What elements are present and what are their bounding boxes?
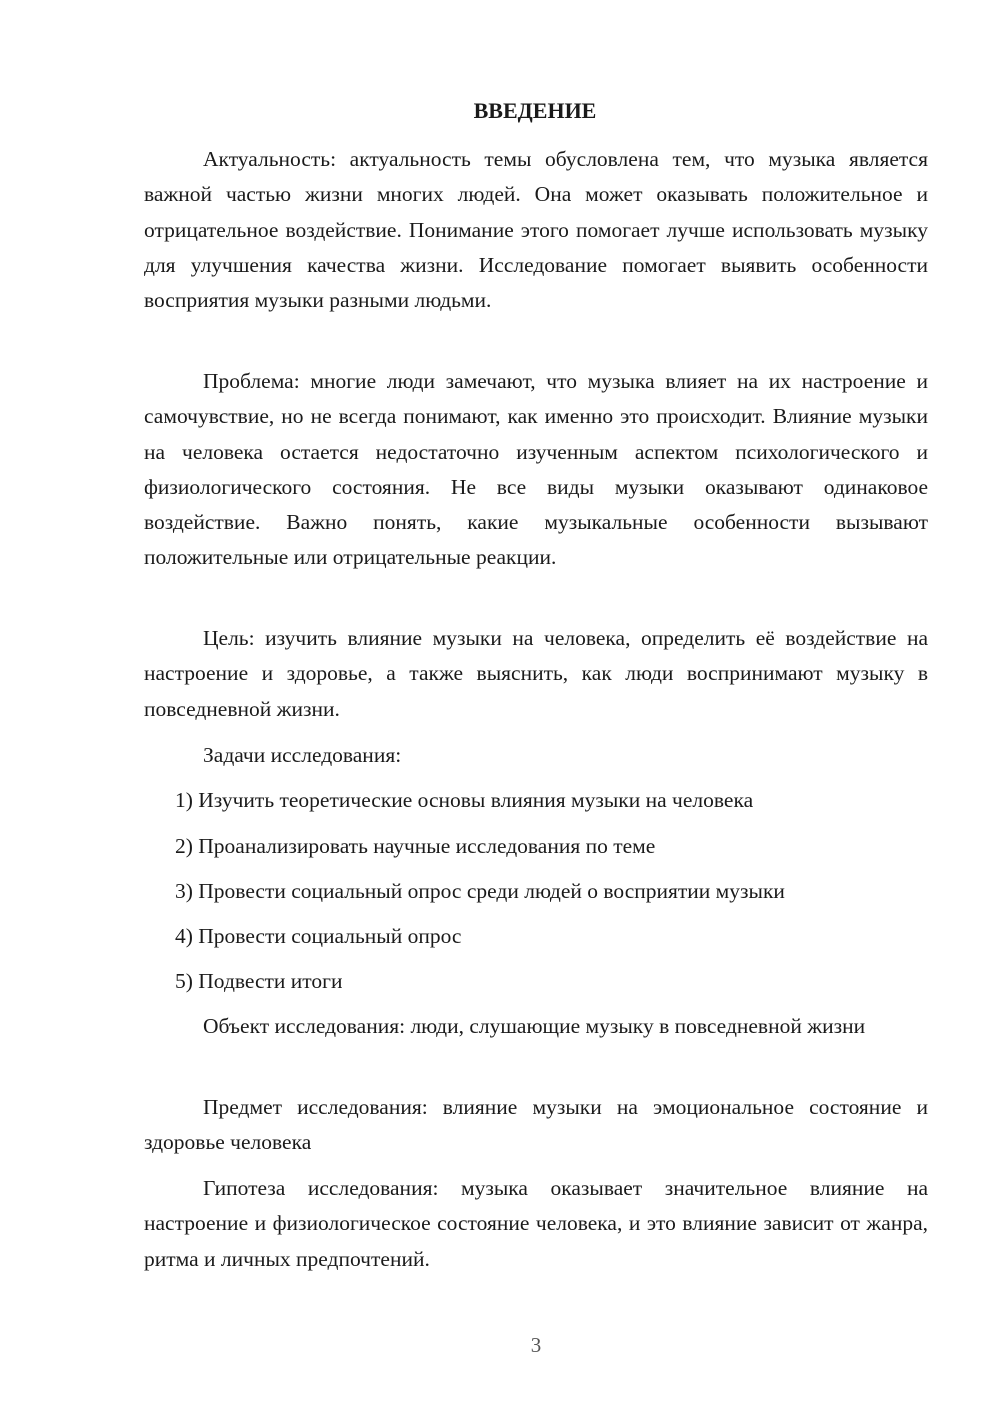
subject-paragraph: Предмет исследования: влияние музыки на эмоциональное состояние и здоровье человека xyxy=(144,1095,928,1155)
problem-paragraph: Проблема: многие люди замечают, что музыка влияет на их настроение и самочувствие, но не всегда понимают, как именно это происходит. Влияние музыки на человека остается недостаточно изученным аспектом психологического и физиологического состояния. Не все виды музыки оказывают одинаковое воздействие. Важно понять, какие музыкальные особенности вызывают положительные или отрицательные реакции. xyxy=(144,369,928,570)
tasks-title: Задачи исследования: xyxy=(203,743,402,767)
task-item: 5) Подвести итоги xyxy=(175,969,343,993)
object-paragraph: Объект исследования: люди, слушающие музыку в повседневной жизни xyxy=(203,1014,866,1038)
goal-paragraph: Цель: изучить влияние музыки на человека, определить её воздействие на настроение и здоровье, а также выяснить, как люди воспринимают музыку в повседневной жизни. xyxy=(144,626,928,721)
page-number: 3 xyxy=(530,1333,542,1357)
section-heading: ВВЕДЕНИЕ xyxy=(473,98,597,123)
task-item: 3) Провести социальный опрос среди людей о восприятии музыки xyxy=(175,879,785,903)
relevance-paragraph: Актуальность: актуальность темы обусловлена тем, что музыка является важной частью жизни многих людей. Она может оказывать положительное и отрицательное воздействие. Понимание этого помогает лучше использовать музыку для улучшения качества жизни. Исследование помогает выявить особенности восприятия музыки разными людьми. xyxy=(144,147,928,313)
hypothesis-paragraph: Гипотеза исследования: музыка оказывает значительное влияние на настроение и физиологическое состояние человека, и это влияние зависит от жанра, ритма и личных предпочтений. xyxy=(144,1176,928,1271)
task-item: 2) Проанализировать научные исследования по теме xyxy=(175,834,656,858)
task-item: 1) Изучить теоретические основы влияния музыки на человека xyxy=(175,788,754,812)
task-item: 4) Провести социальный опрос xyxy=(175,924,462,948)
